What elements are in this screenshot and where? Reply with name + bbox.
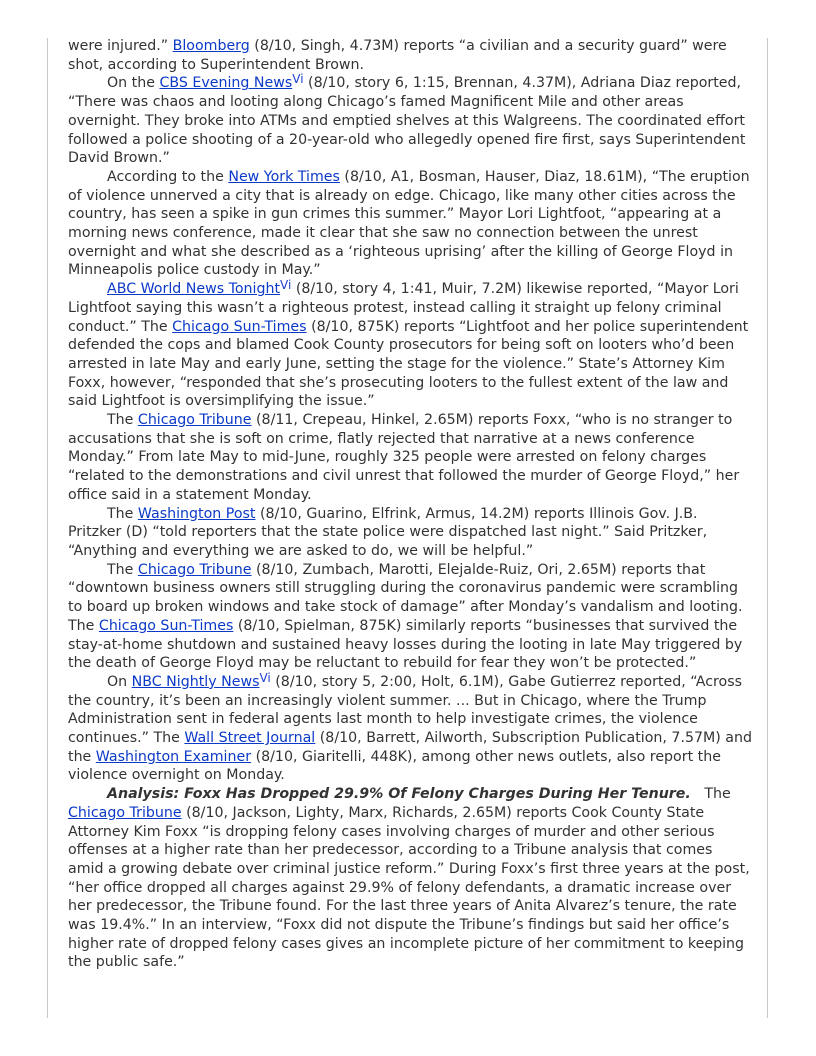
article-body [68,37,752,972]
left-margin-rule [47,38,48,1018]
paragraph-nyt: According to the New York Times (8/10, A1, Bosman, Hauser, Diaz, 18.61M), “The eruption of violence unnerved a city that is already on edge. Chicago, like many other cities across the country, has seen a spike in gun crimes this summer.” Mayor Lori Lightfoot, “appearing at a morning news conference, made it clear that she saw no connection between the unrest overnight and what she described as a ‘righteous uprising’ after the killing of George Floyd in Minneapolis police custody in May.” [68,168,750,279]
link-washington-examiner[interactable]: Washington Examiner [95,748,252,765]
link-wall-street-journal[interactable]: Wall Street Journal [184,730,316,747]
link-chicago-tribune[interactable]: Chicago Tribune [68,804,182,821]
paragraph-analysis: Analysis: Foxx Has Dropped 29.9% Of Felony Charges During Her Tenure. The Chicago Tribune (8/10, Jackson, Lighty, Marx, Richards, 2.65M) reports Cook County State Attorney Kim Foxx “is dropping felony cases involving charges of murder and other serious offenses at a higher rate than her predecessor, according to a Tribune analysis that comes amid a growing debate over criminal justice reform.” During Foxx’s first three years at the post, “her office dropped all charges against 29.9% of felony defendants, a dramatic increase over her predecessor, the Tribune found. For the last three years of Anita Alvarez’s tenure, the rate was 19.4%.” In an interview, “Foxx did not dispute the Tribune’s findings but said her office’s higher rate of dropped felony cases gives an incomplete picture of her commitment to keeping the public safe.” [68,786,750,971]
paragraph-tribune-foxx: The Chicago Tribune (8/11, Crepeau, Hinkel, 2.65M) reports Foxx, “who is no stranger to accusations that she is soft on crime, flatly rejected that narrative at a news conference Monday.” From late May to mid-June, roughly 325 people were arrested on felony charges “related to the demonstrations and civil unrest that followed the murder of George Floyd,” her office said in a statement Monday. [68,412,740,503]
right-margin-rule [767,38,768,1018]
link-chicago-sun-times[interactable]: Chicago Sun-Times [98,617,234,634]
link-cbs-evening-news[interactable]: CBS Evening News [159,75,293,92]
paragraph-abc: ABC World News Tonight$^{Vi}$ (8/10, story 4, 1:41, Muir, 7.2M) likewise reported, “Mayor Lori Lightfoot saying this wasn’t a righteous protest, instead calling it straight up felony criminal conduct.” The Chicago Sun-Times (8/10, 875K) reports “Lightfoot and her police superintendent defended the cops and blamed Cook County prosecutors for being soft on looters who’d been arrested in late May and early June, setting the stage for the violence.” State’s Attorney Kim Foxx, however, “responded that she’s prosecuting looters to the fullest extent of the law and said Lightfoot is oversimplifying the issue.” [68,278,749,410]
video-indicator[interactable]: Vi [280,278,292,293]
paragraph-nbc: On NBC Nightly News$^{Vi}$ (8/10, story 5, 2:00, Holt, 6.1M), Gabe Gutierrez reported, “Across the country, it’s been an increasingly violent summer. ... But in Chicago, where the Trump Administration sent in federal agents last month to help investigate crimes, the violence continues.” The Wall Street Journal (8/10, Barrett, Ailworth, Subscription Publication, 7.57M) and the Washington Examiner (8/10, Giaritelli, 448K), among other news outlets, also report the violence overnight on Monday. [68,670,752,784]
paragraph-washington-post: The Washington Post (8/10, Guarino, Elfrink, Armus, 14.2M) reports Illinois Gov. J.B. Pritzker (D) “told reporters that the state police were dispatched last night.” Said Pritzker, “Anything and everything we are asked to do, we will be helpful.” [68,505,708,559]
paragraph-cbs: On the CBS Evening News$^{Vi}$ (8/10, story 6, 1:15, Brennan, 4.37M), Adriana Diaz reported, “There was chaos and looting along Chicago’s famed Magnificent Mile and other areas overnight. They broke into ATMs and emptied shelves at this Walgreens. The coordinated effort followed a police shooting of a 20-year-old who allegedly opened fire first, says Superintendent David Brown.” [68,72,746,167]
link-nbc-nightly-news[interactable]: NBC Nightly News [131,673,260,690]
link-chicago-sun-times[interactable]: Chicago Sun-Times [172,318,307,335]
analysis-heading: Analysis: Foxx Has Dropped 29.9% Of Felony Charges During Her Tenure. [107,786,691,803]
video-indicator[interactable]: Vi [259,670,271,685]
link-bloomberg[interactable]: Bloomberg [172,38,250,54]
link-chicago-tribune[interactable]: Chicago Tribune [137,412,252,429]
link-washington-post[interactable]: Washington Post [137,505,256,522]
link-abc-world-news-tonight[interactable]: ABC World News Tonight [107,281,281,298]
paragraph-bloomberg: were injured.” Bloomberg (8/10, Singh, 4.73M) reports “a civilian and a security guard” were shot, according to Superintendent Brown. [68,38,727,73]
video-indicator[interactable]: Vi [292,72,304,87]
paragraph-tribune-business: The Chicago Tribune (8/10, Zumbach, Marotti, Elejalde-Ruiz, Ori, 2.65M) reports that “downtown business owners still struggling during the coronavirus pandemic were scrambling to board up broken windows and take stock of damage” after Monday’s vandalism and looting. The Chicago Sun-Times (8/10, Spielman, 875K) similarly reports “businesses that survived the stay-at-home shutdown and sustained heavy losses during the looting in late May triggered by the death of George Floyd may be reluctant to rebuild for fear they won’t be protected.” [68,561,743,672]
link-chicago-tribune[interactable]: Chicago Tribune [137,561,252,578]
link-new-york-times[interactable]: New York Times [228,168,340,185]
